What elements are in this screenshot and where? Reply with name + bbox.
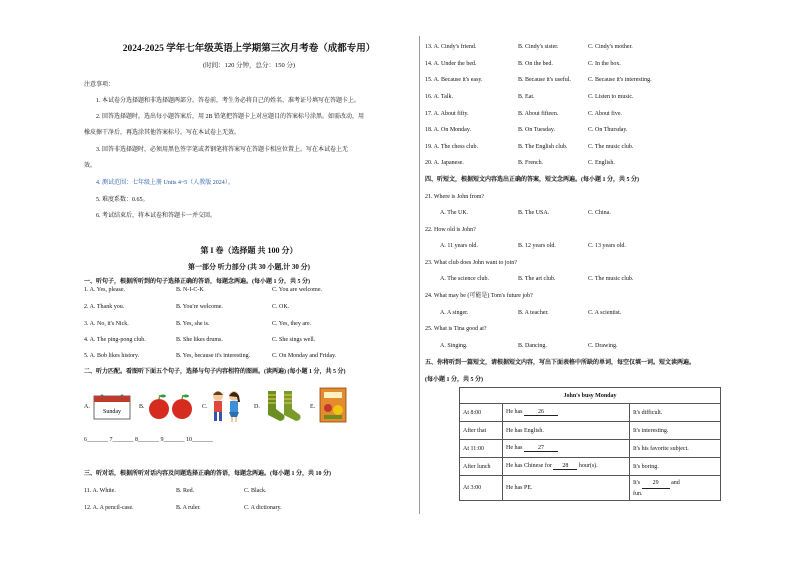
option-b: B. She likes drums.: [176, 337, 223, 343]
section-5-heading-line2: (每小题 1 分，共 5 分): [425, 377, 483, 383]
section-3-heading: 三、听对话，根据所听对话内容及问题选择正确的答语，每题念两遍。(每小题 1 分，共 10 分): [84, 471, 331, 477]
option-a: 11. A. White.: [84, 488, 116, 494]
option-a: A. 11 years old.: [440, 243, 478, 249]
question-21: 21. Where is John from?: [425, 194, 485, 200]
option-b: B. A ruler.: [176, 505, 201, 511]
question-24: 24. What may be (可能是) Tom's future job?: [425, 293, 533, 299]
calendar-day-text: Sunday: [103, 409, 121, 415]
option-b: B. Yes, because it's interesting.: [176, 353, 251, 359]
option-c: C. In the box.: [588, 61, 621, 67]
option-a: 12. A. A pencil-case.: [84, 505, 134, 511]
option-a: 3. A. No, it's Nick.: [84, 321, 129, 327]
option-c: C. Black.: [244, 488, 267, 494]
time-cell: At 8:00: [460, 404, 503, 422]
option-a: 13. A. Cindy's friend.: [425, 44, 477, 50]
left-column: [84, 0, 414, 562]
option-c: C. A dictionary.: [244, 505, 282, 511]
note-3-line2: 效。: [84, 163, 97, 169]
option-c: C. She sings well.: [272, 337, 316, 343]
activity-cell: He has 26: [503, 404, 630, 422]
option-a: 1. A. Yes, please.: [84, 287, 126, 293]
option-a: 5. A. Bob likes history.: [84, 353, 140, 359]
option-b: B. Eat.: [518, 94, 535, 100]
option-b: B. The English club.: [518, 144, 568, 150]
option-a: 17. A. About fifty.: [425, 111, 469, 117]
page-title: 2024-2025 学年七年级英语上学期第三次月考卷（成都专用）: [122, 44, 376, 54]
table-row: [460, 404, 721, 422]
note-2-line1: 2. 回答选择题时，选出每小题答案后，用 2B 铅笔把答题卡上对应题目的答案标号涂黑。如需改动，用: [96, 114, 365, 120]
option-b: B. Because it's useful.: [518, 77, 571, 83]
socks-picture: [262, 389, 302, 423]
comment-cell: It's 29 and fun.: [630, 476, 721, 501]
activity-cell: He has 27: [503, 440, 630, 458]
option-b: B. On the bed.: [518, 61, 553, 67]
picture-label-d: D.: [254, 404, 260, 410]
section-2-heading: 二、听力匹配。看图听下面五个句子，选择与句子内容相符的图画。(读两遍) (每小题 1 分，共 5 分): [84, 369, 346, 375]
children-picture: [208, 388, 244, 424]
activity-cell: He has English.: [503, 422, 630, 440]
answer-blank-29[interactable]: 29: [642, 478, 670, 489]
option-c: C. OK.: [272, 304, 290, 310]
exam-time-info: (时间：120 分钟，总分：150 分): [202, 62, 296, 69]
option-c: C. Yes, they are.: [272, 321, 312, 327]
note-6: 6. 考试结束后，将本试卷和答题卡一并交回。: [96, 213, 217, 219]
option-b: B. Yes, she is.: [176, 321, 210, 327]
option-a: 19. A. The chess club.: [425, 144, 479, 150]
activity-cell: He has PE.: [503, 476, 630, 501]
option-a: 14. A. Under the bed.: [425, 61, 477, 67]
option-b: B. French.: [518, 160, 544, 166]
table-row: [460, 440, 721, 458]
question-25: 25. What is Tina good at?: [425, 326, 487, 332]
option-b: B. Cindy's sister.: [518, 44, 559, 50]
picture-label-e: E.: [310, 404, 316, 410]
option-a: 15. A. Because it's easy.: [425, 77, 483, 83]
question-22: 22. How old is John?: [425, 227, 476, 233]
picture-label-b: B.: [139, 404, 145, 410]
table-row: [460, 458, 721, 476]
table-row: [460, 476, 721, 501]
option-c: C. China.: [588, 210, 611, 216]
time-cell: At 11:00: [460, 440, 503, 458]
option-b: B. The USA.: [518, 210, 550, 216]
option-a: A. The UK.: [440, 210, 469, 216]
option-c: C. You are welcome.: [272, 287, 322, 293]
option-b: B. N-I-C-K: [176, 287, 204, 293]
table-title: John's busy Monday: [460, 388, 721, 404]
option-c: C. Drawing.: [588, 343, 618, 349]
picture-answer-blanks: 6_______ 7_______ 8_______ 9_______ 10_______: [84, 437, 213, 443]
option-a: 16. A. Talk.: [425, 94, 453, 100]
answer-blank-27[interactable]: 27: [524, 445, 558, 452]
comment-cell: It's difficult.: [630, 404, 721, 422]
picture-label-a: A.: [84, 404, 90, 410]
option-a: 2. A. Thank you.: [84, 304, 125, 310]
option-b: B. The art club.: [518, 276, 556, 282]
comment-cell: It's his favorite subject.: [630, 440, 721, 458]
option-c: C. The music club.: [588, 276, 634, 282]
option-a: A. A singer.: [440, 310, 469, 316]
table-row: [460, 422, 721, 440]
schedule-table: [459, 387, 721, 501]
comment-cell: It's boring.: [630, 458, 721, 476]
note-5: 5. 难度系数：0.65。: [96, 197, 149, 203]
option-c: C. About five.: [588, 111, 622, 117]
option-b: B. 12 years old.: [518, 243, 556, 249]
note-2-line2: 橡皮擦干净后，再选涂其他答案标号。写在本试卷上无效。: [84, 130, 241, 136]
note-3-line1: 3. 回答非选择题时，必须用黑色签字笔或者钢笔将答案写在答题卡相应位置上。写在本试卷上无: [96, 147, 349, 153]
question-23: 23. What club does John want to join?: [425, 260, 517, 266]
activity-cell: He has Chinese for 28 hour(s).: [503, 458, 630, 476]
option-a: 18. A. On Monday.: [425, 127, 471, 133]
option-b: B. You're welcome.: [176, 304, 223, 310]
option-b: B. On Tuesday.: [518, 127, 555, 133]
time-cell: After that: [460, 422, 503, 440]
table-header-row: [460, 388, 721, 404]
comment-cell: It's interesting.: [630, 422, 721, 440]
answer-blank-28[interactable]: 28: [553, 463, 577, 470]
option-a: A. Singing.: [440, 343, 468, 349]
option-b: B. About fifteen.: [518, 111, 559, 117]
option-c: C. The music club.: [588, 144, 634, 150]
apples-picture: [146, 393, 196, 421]
option-a: A. The science club.: [440, 276, 490, 282]
option-c: C. On Thursday.: [588, 127, 628, 133]
part-1-title: 第 I 卷（选择题 共 100 分）: [200, 246, 298, 255]
book-picture: [318, 386, 348, 424]
notes-heading: 注意事项：: [84, 82, 115, 88]
section-4-heading: 四、听短文，根据短文内容选出正确的答案，短文念两遍。(每小题 1 分，共 5 分): [425, 177, 639, 183]
option-b: B. Dancing.: [518, 343, 547, 349]
time-cell: At 3:00: [460, 476, 503, 501]
option-a: 20. A. Japanese.: [425, 160, 464, 166]
option-c: C. Cindy's mother.: [588, 44, 633, 50]
note-4-scope: 4. 测试范围：七年级上册 Units 4~5（人教版 2024）。: [96, 180, 234, 186]
option-b: B. A teacher.: [518, 310, 549, 316]
column-divider: [419, 36, 420, 514]
answer-blank-26[interactable]: 26: [524, 409, 558, 416]
option-a: 4. A. The ping-pong club.: [84, 337, 146, 343]
option-b: B. Red.: [176, 488, 195, 494]
section-5-heading-line1: 五、你将听到一篇短文，请根据短文内容，写出下面表格中所缺的单词，每空仅填一词。短文读两遍。: [425, 360, 696, 366]
calendar-sunday-picture: [92, 393, 132, 421]
option-c: C. English.: [588, 160, 615, 166]
note-1: 1. 本试卷分选择题和非选择题两部分。答卷前，考生务必将自己的姓名、准考证号填写在答题卡上。: [96, 98, 361, 104]
section-1-heading: 一、听句子，根据所听到的句子选择正确的答语，每题念两遍。(每小题 1 分，共 5 分): [84, 279, 310, 285]
option-c: C. 13 years old.: [588, 243, 626, 249]
picture-label-c: C.: [202, 404, 208, 410]
option-c: C. On Monday and Friday.: [272, 353, 337, 359]
listening-part-title: 第一部分 听力部分 (共 30 小题,计 30 分): [188, 263, 310, 271]
time-cell: After lunch: [460, 458, 503, 476]
option-c: C. Listen to music.: [588, 94, 634, 100]
option-c: C. Because it's interesting.: [588, 77, 652, 83]
option-c: C. A scientist.: [588, 310, 622, 316]
